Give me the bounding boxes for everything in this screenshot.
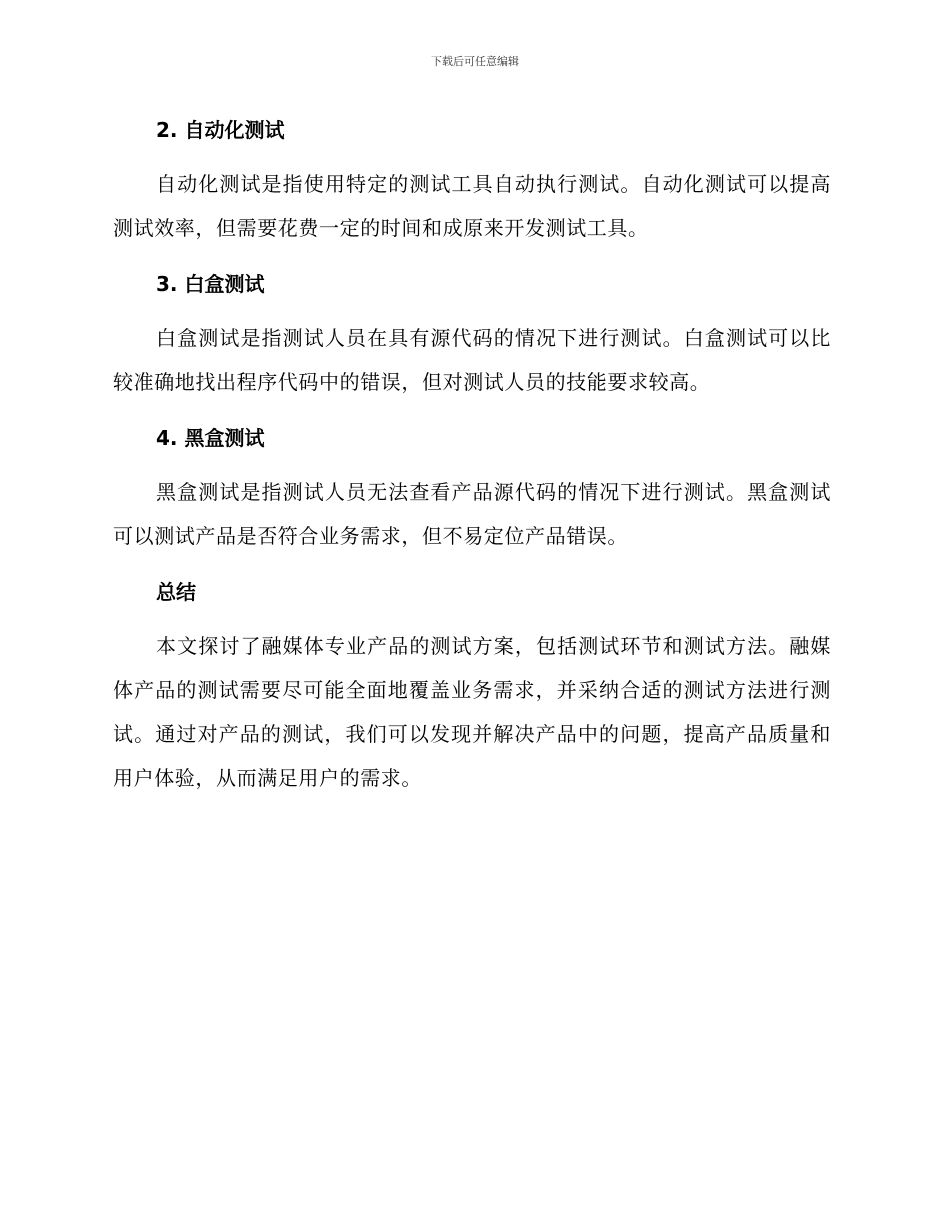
section-heading: 3. 白盒测试 bbox=[156, 272, 265, 296]
section-black-box-testing bbox=[113, 418, 831, 572]
section-paragraph: 黑盒测试是指测试人员无法查看产品源代码的情况下进行测试。黑盒测试可以测试产品是否符合业务需求，但不易定位产品错误。 bbox=[113, 480, 831, 548]
section-summary bbox=[113, 572, 831, 800]
section-heading: 2. 自动化测试 bbox=[156, 118, 285, 142]
section-paragraph: 自动化测试是指使用特定的测试工具自动执行测试。自动化测试可以提高测试效率，但需要花费一定的时间和成原来开发测试工具。 bbox=[113, 172, 831, 240]
section-heading: 4. 黑盒测试 bbox=[156, 426, 265, 450]
section-white-box-testing bbox=[113, 264, 831, 418]
page-header-note: 下载后可任意编辑 bbox=[431, 55, 519, 68]
section-heading: 总结 bbox=[156, 580, 196, 604]
section-paragraph: 本文探讨了融媒体专业产品的测试方案，包括测试环节和测试方法。融媒体产品的测试需要尽可能全面地覆盖业务需求，并采纳合适的测试方法进行测试。通过对产品的测试，我们可以发现并解决产品中的问题，提高产品质量和用户体验，从而满足用户的需求。 bbox=[113, 634, 831, 790]
section-paragraph: 白盒测试是指测试人员在具有源代码的情况下进行测试。白盒测试可以比较准确地找出程序代码中的错误，但对测试人员的技能要求较高。 bbox=[113, 326, 831, 394]
document-body bbox=[113, 110, 831, 800]
section-automation-testing bbox=[113, 110, 831, 264]
